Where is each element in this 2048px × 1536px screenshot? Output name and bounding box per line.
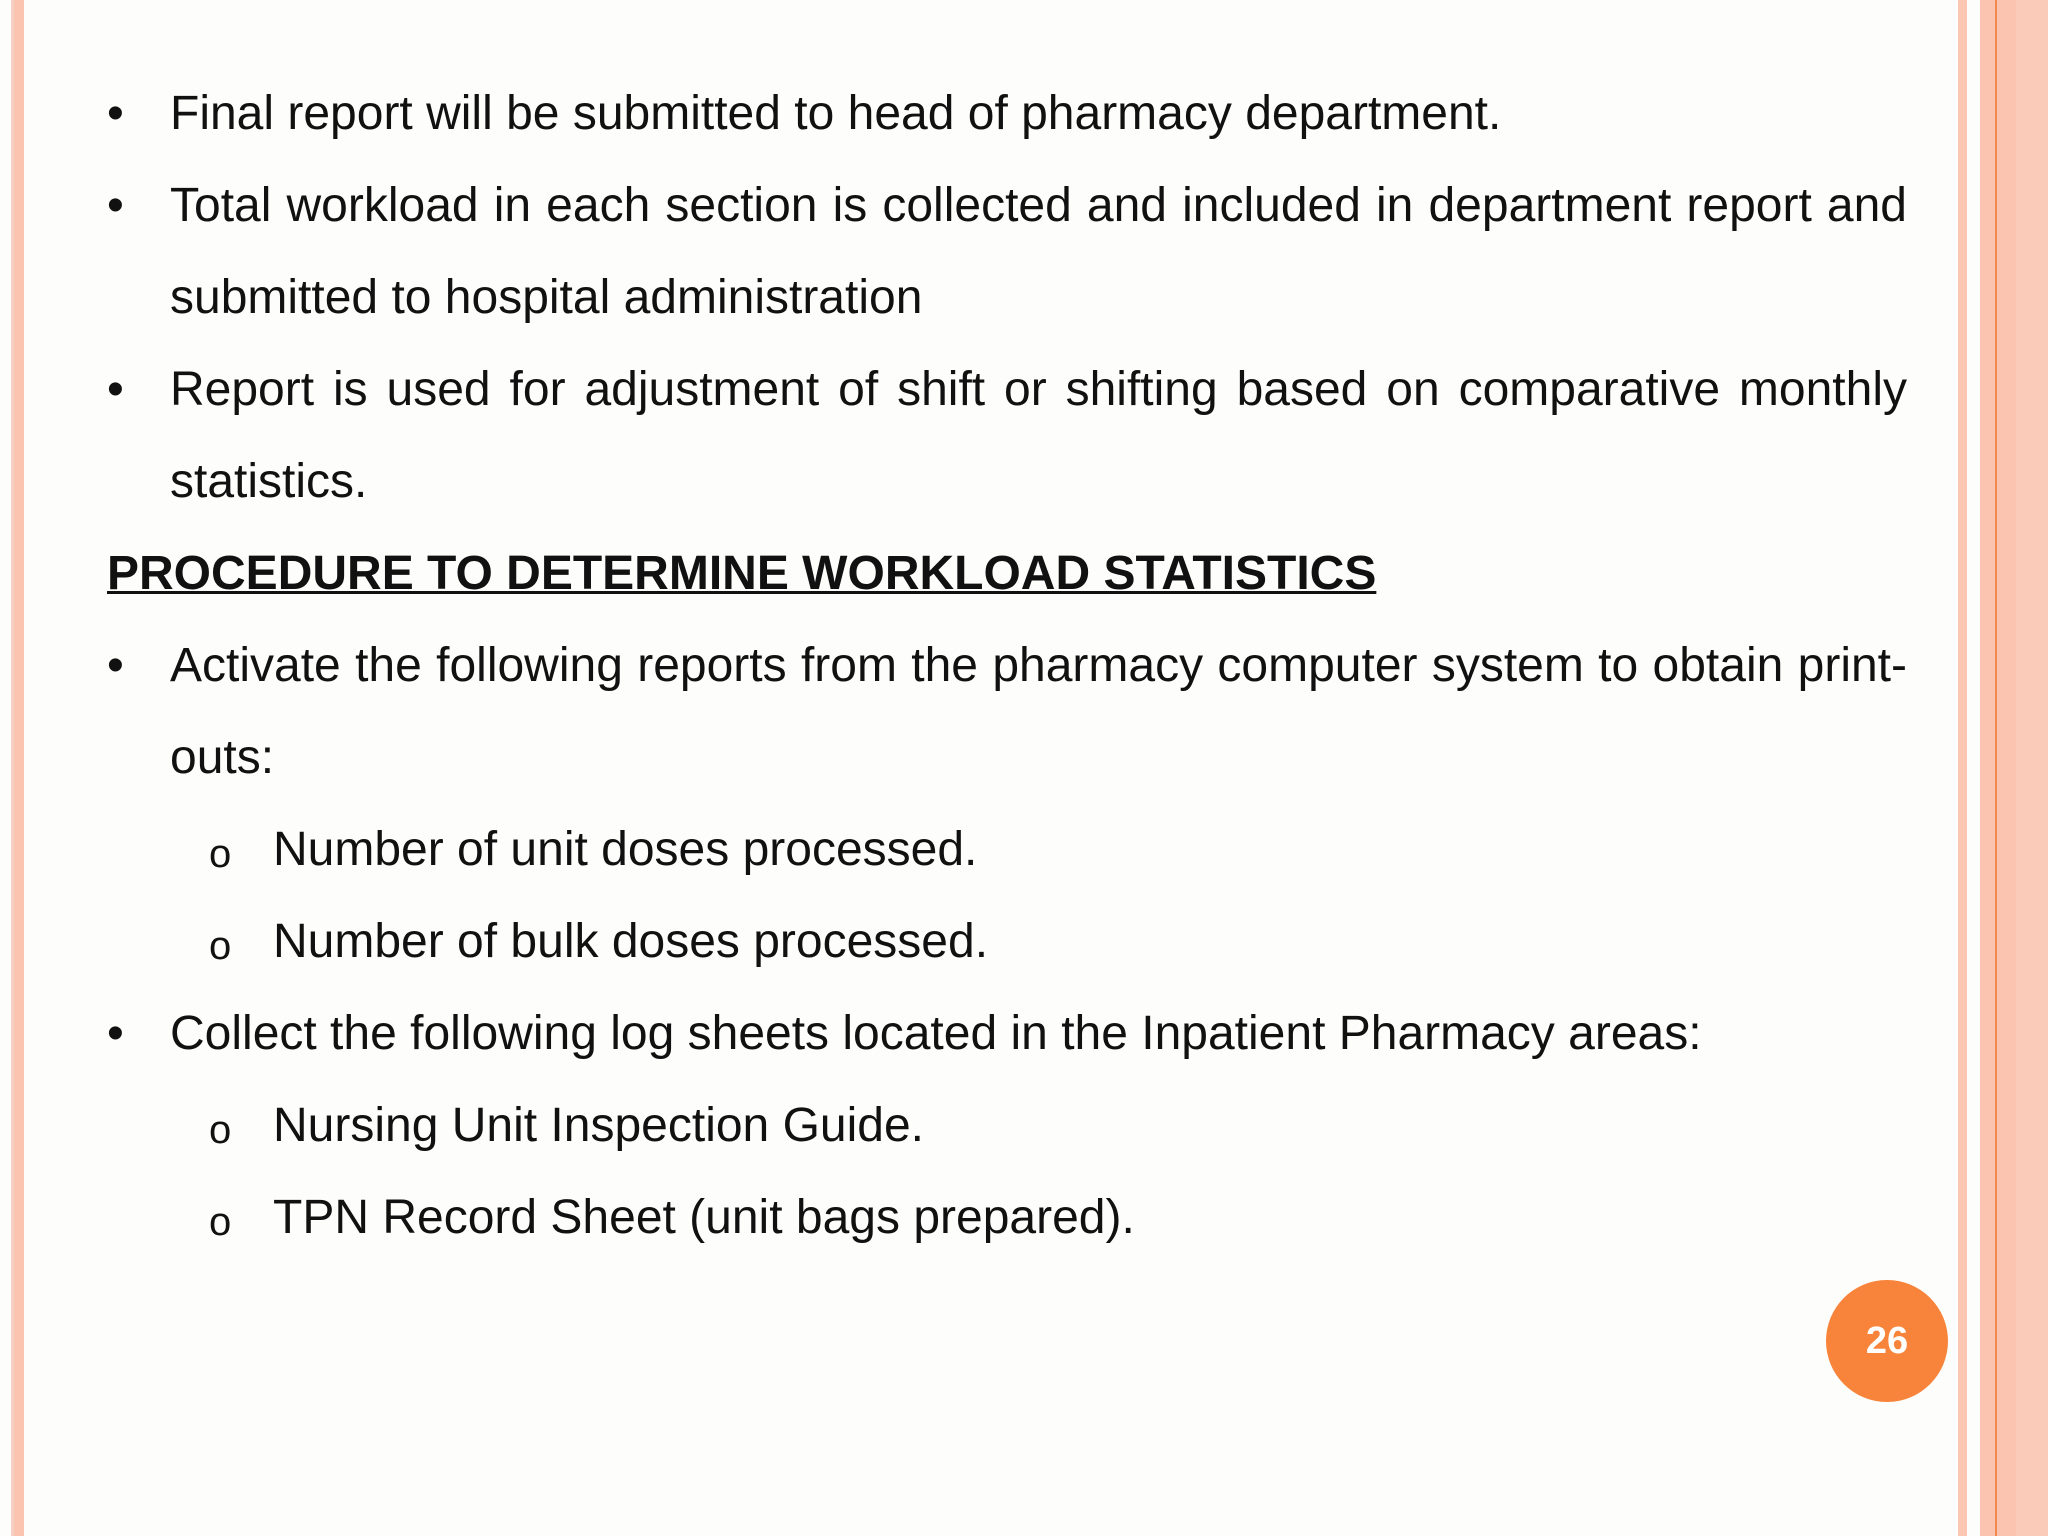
right-border-band xyxy=(1980,0,2016,1536)
sub-bullet-item xyxy=(107,1172,1907,1264)
right-border-stripe xyxy=(1958,0,1967,1536)
sub-bullet-item xyxy=(107,896,1907,988)
page-number-badge: 26 xyxy=(1826,1280,1948,1402)
sub-bullet-item xyxy=(107,804,1907,896)
right-border-edge xyxy=(2016,0,2048,1536)
bullet-item xyxy=(107,620,1907,804)
bullet-text: Report is used for adjustment of shift or shifting based on comparative monthly statistics. xyxy=(170,363,1907,508)
section-heading: PROCEDURE TO DETERMINE WORKLOAD STATISTICS xyxy=(107,547,1377,600)
bullet-item xyxy=(107,68,1907,160)
sub-bullet-text: Number of bulk doses processed. xyxy=(273,915,989,968)
sub-bullet-text: Nursing Unit Inspection Guide. xyxy=(273,1099,924,1152)
circle-bullet-icon: o xyxy=(209,924,232,968)
bullet-text: Activate the following reports from the pharmacy computer system to obtain print-outs: xyxy=(170,639,1907,784)
bullet-text: Total workload in each section is collected and included in department report and submitted to hospital administration xyxy=(170,179,1907,324)
left-border-band xyxy=(14,0,24,1536)
bullet-icon: • xyxy=(107,179,124,232)
bullet-icon: • xyxy=(107,87,124,140)
bullet-icon: • xyxy=(107,1007,124,1060)
bullet-icon: • xyxy=(107,363,124,416)
bullet-item xyxy=(107,160,1907,344)
right-border-line xyxy=(1995,0,1997,1536)
sub-bullet-text: Number of unit doses processed. xyxy=(273,823,978,876)
slide-content xyxy=(107,68,1907,1264)
sub-bullet-item xyxy=(107,1080,1907,1172)
bullet-item xyxy=(107,344,1907,528)
circle-bullet-icon: o xyxy=(209,1200,232,1244)
bullet-text: Collect the following log sheets located in the Inpatient Pharmacy areas: xyxy=(170,1007,1702,1060)
bullet-text: Final report will be submitted to head of pharmacy department. xyxy=(170,87,1502,140)
bullet-item xyxy=(107,988,1907,1080)
sub-bullet-text: TPN Record Sheet (unit bags prepared). xyxy=(273,1191,1135,1244)
circle-bullet-icon: o xyxy=(209,1108,232,1152)
bullet-icon: • xyxy=(107,639,124,692)
circle-bullet-icon: o xyxy=(209,832,232,876)
